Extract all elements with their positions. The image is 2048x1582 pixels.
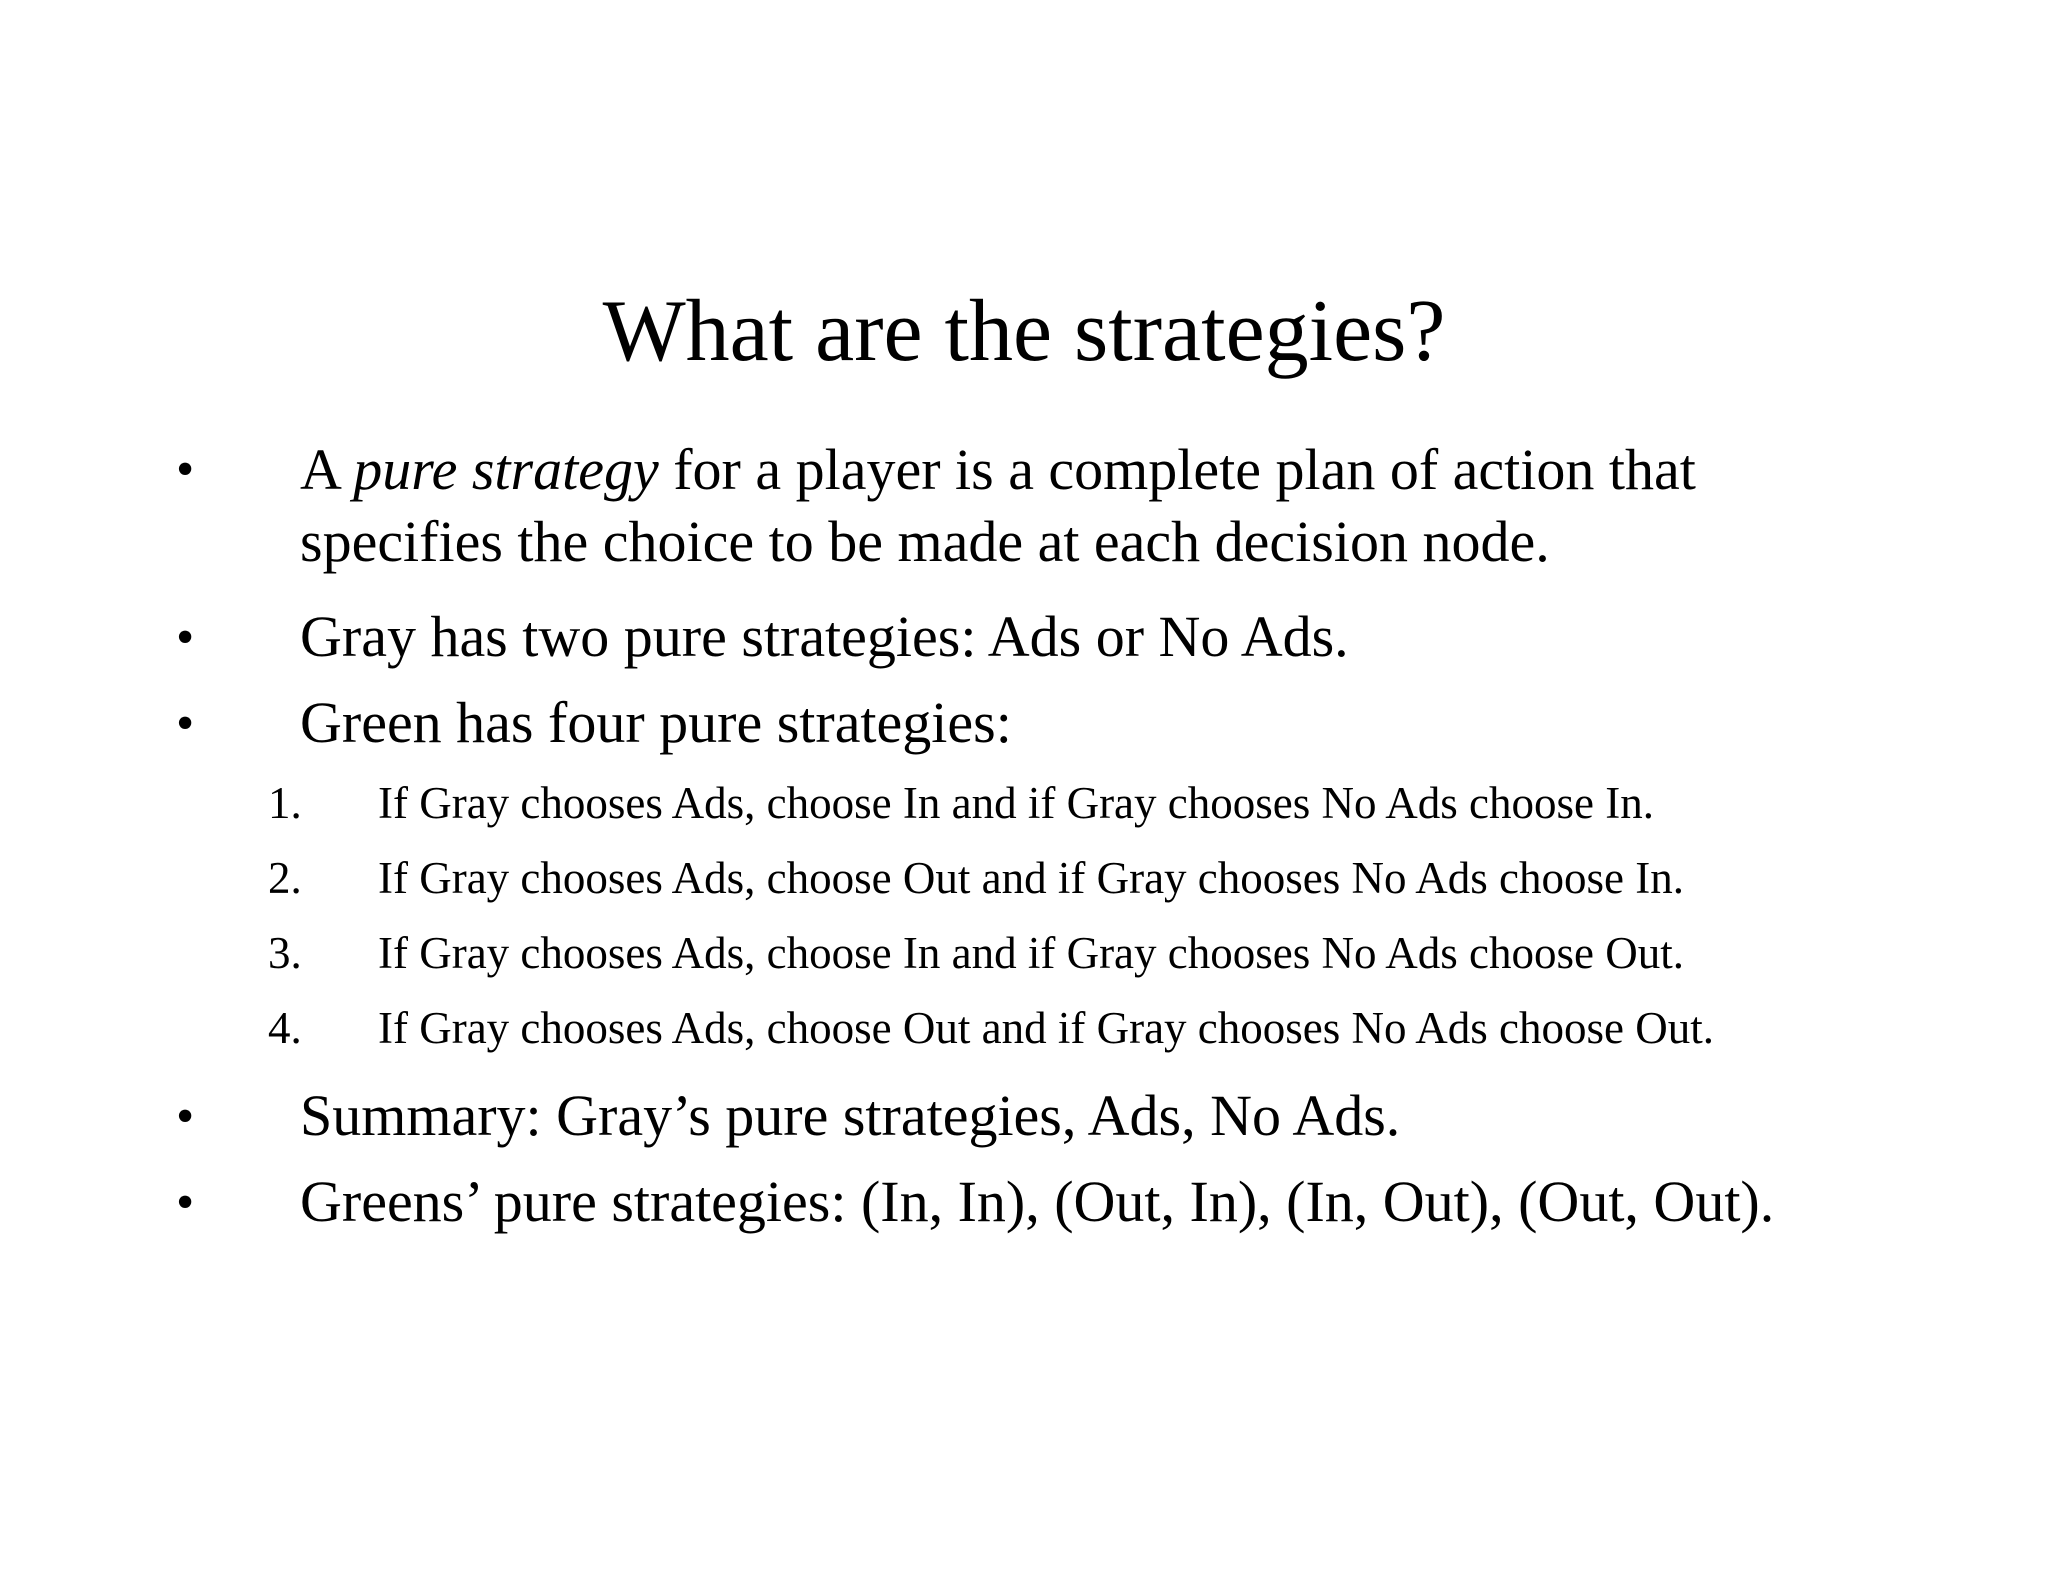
- bullet-green-strategies: Green has four pure strategies:: [300, 690, 1012, 755]
- bullet-rest: for a player is a complete plan of action that: [658, 437, 1696, 502]
- bullet-greens-strategies: Greens’ pure strategies: (In, In), (Out, In), (In, Out), (Out, Out).: [300, 1169, 1775, 1234]
- bullet-marker: •: [176, 441, 195, 498]
- bullet-lead: A: [300, 437, 354, 502]
- numbered-item: If Gray chooses Ads, choose In and if Gray chooses No Ads choose In.: [378, 778, 1654, 828]
- numbered-item: If Gray chooses Ads, choose Out and if Gray chooses No Ads choose In.: [378, 853, 1684, 903]
- numbered-marker: 4.: [268, 1003, 302, 1053]
- bullet-summary: Summary: Gray’s pure strategies, Ads, No Ads.: [300, 1083, 1401, 1148]
- bullet-gray-strategies: Gray has two pure strategies: Ads or No Ads.: [300, 604, 1349, 669]
- bullet-marker: •: [176, 1174, 195, 1231]
- bullet-pure-strategy-definition-line2: specifies the choice to be made at each decision node.: [300, 509, 1550, 574]
- bullet-emphasis-term: pure strategy: [353, 437, 659, 502]
- numbered-item: If Gray chooses Ads, choose In and if Gray chooses No Ads choose Out.: [378, 928, 1684, 978]
- numbered-marker: 2.: [268, 853, 302, 903]
- bullet-marker: •: [176, 695, 195, 752]
- bullet-marker: •: [176, 1088, 195, 1145]
- bullet-pure-strategy-definition-line1: [300, 434, 1696, 506]
- numbered-marker: 3.: [268, 928, 302, 978]
- numbered-marker: 1.: [268, 778, 302, 828]
- slide-title: What are the strategies?: [602, 283, 1446, 380]
- bullet-marker: •: [176, 609, 195, 666]
- numbered-item: If Gray chooses Ads, choose Out and if Gray chooses No Ads choose Out.: [378, 1003, 1715, 1053]
